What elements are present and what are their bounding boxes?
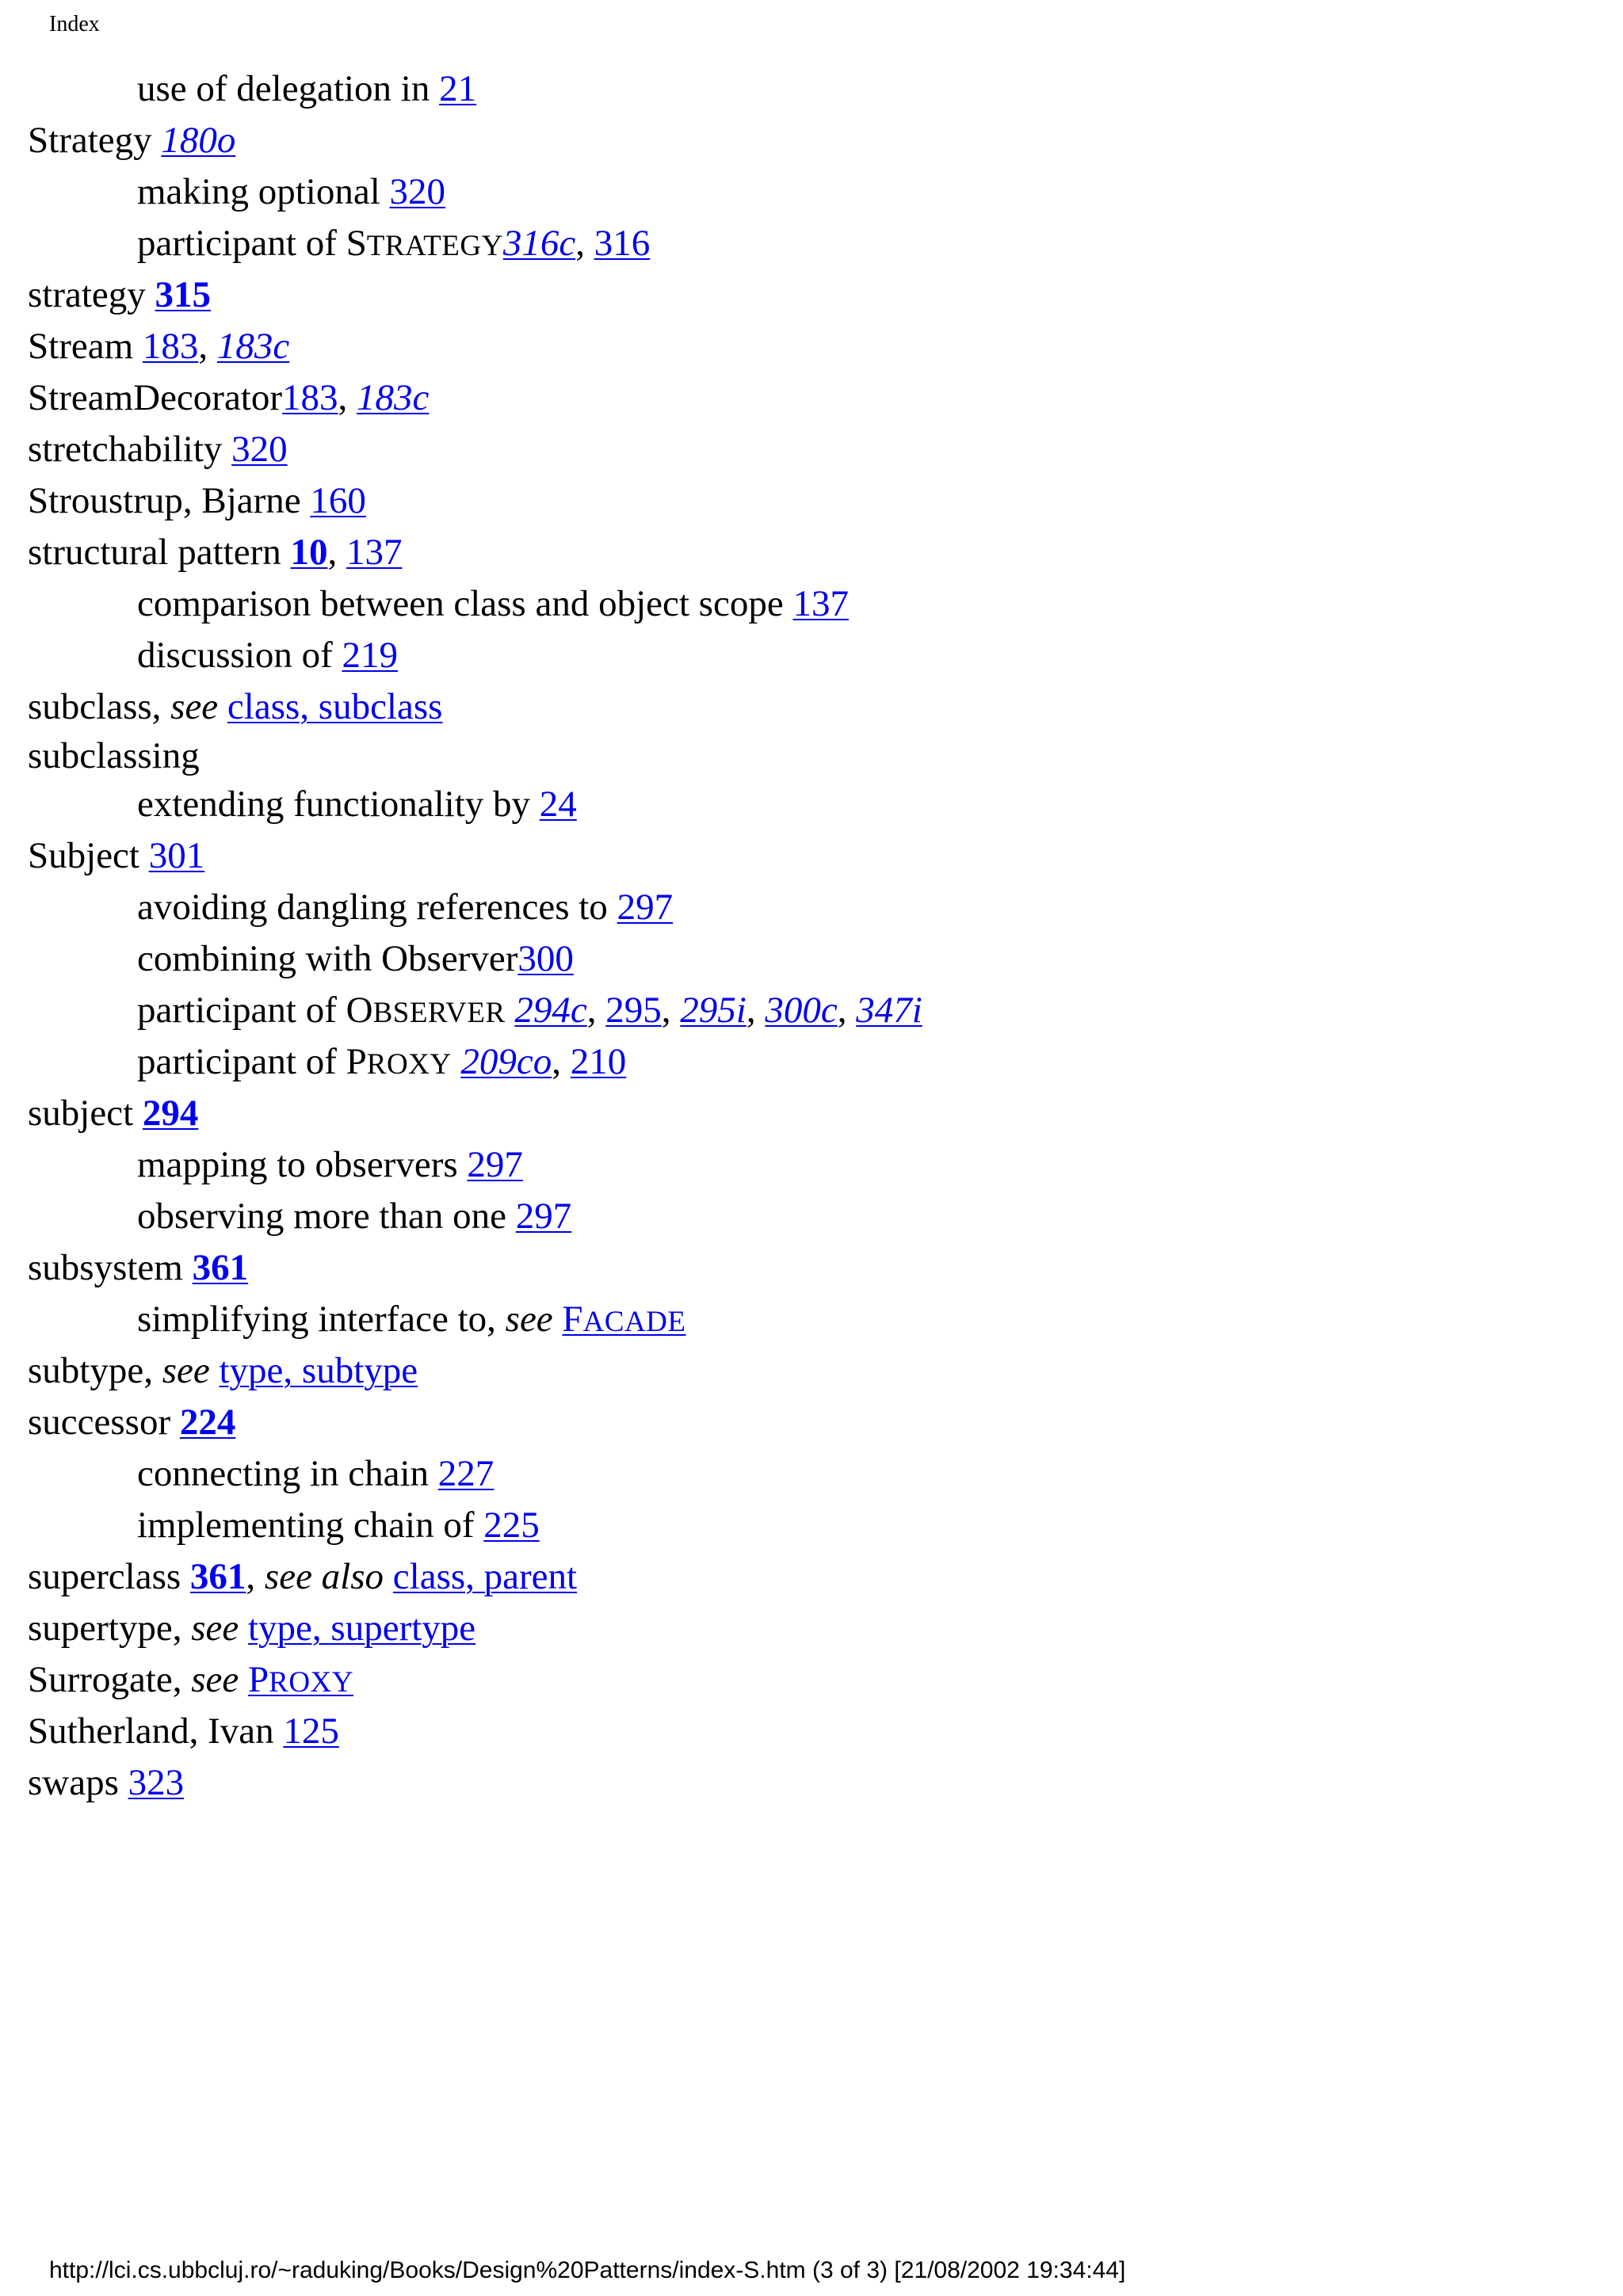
index-list [28, 63, 1597, 1809]
entry-text: , [198, 326, 217, 367]
see-reference-text: see [191, 1608, 239, 1649]
entry-text: subclass, [28, 686, 171, 727]
entry-text: Subject [28, 835, 149, 876]
entry-text: comparison between class and object scope [137, 583, 793, 624]
index-entry [28, 733, 1597, 779]
page-footer-url: http://lci.cs.ubbcluj.ro/~raduking/Books/Design%20Patterns/index-S.htm (3 of 3) [21/08/2002 19:34:44] [49, 2257, 1126, 2283]
index-subentry [28, 779, 1597, 830]
page-reference-link[interactable]: 297 [467, 1144, 523, 1185]
entry-text: observing more than one [137, 1196, 516, 1237]
entry-text: subclassing [28, 735, 200, 776]
page-reference-link[interactable]: 209co [460, 1041, 552, 1082]
page-reference-link[interactable]: 294 [142, 1093, 199, 1134]
entry-text: implementing chain of [137, 1505, 484, 1546]
index-subentry [28, 1294, 1597, 1345]
entry-text [553, 1299, 563, 1340]
index-entry [28, 115, 1597, 166]
index-entry [28, 1757, 1597, 1809]
index-entry [28, 1706, 1597, 1757]
page-reference-link[interactable]: 160 [310, 480, 366, 521]
page-reference-link[interactable]: 300c [765, 990, 838, 1031]
page-reference-link[interactable]: 227 [437, 1453, 495, 1494]
index-subentry [28, 1036, 1597, 1088]
entry-text [239, 1608, 248, 1649]
index-subentry [28, 63, 1597, 115]
index-subentry [28, 578, 1597, 630]
index-entry [28, 1551, 1597, 1603]
index-entry [28, 681, 1597, 733]
page-reference-link[interactable]: 301 [148, 835, 205, 876]
see-reference-text: see [170, 686, 219, 727]
page-reference-link[interactable]: 316c [502, 223, 576, 264]
index-subentry [28, 166, 1597, 218]
entry-text: supertype, [28, 1608, 192, 1649]
page-reference-link[interactable]: 219 [342, 635, 398, 676]
entry-text: , [837, 990, 857, 1031]
index-subentry [28, 630, 1597, 681]
page-reference-link[interactable]: 361 [189, 1556, 246, 1597]
page-reference-link[interactable]: 10 [290, 532, 328, 573]
entry-text [384, 1556, 393, 1597]
entry-text: , [246, 1556, 265, 1597]
entry-text [210, 1350, 220, 1391]
page-reference-link[interactable]: FACADE [562, 1299, 686, 1340]
entry-text [452, 1041, 461, 1082]
page-reference-link[interactable]: 210 [570, 1041, 627, 1082]
page-reference-link[interactable]: 320 [389, 171, 446, 212]
index-subentry [28, 933, 1597, 985]
entry-text: strategy [28, 274, 155, 315]
page-reference-link[interactable]: 295i [680, 990, 747, 1031]
page-reference-link[interactable]: 295 [605, 990, 662, 1031]
index-entry [28, 269, 1597, 321]
index-subentry [28, 882, 1597, 933]
index-entry [28, 424, 1597, 475]
index-subentry [28, 1191, 1597, 1242]
entry-text [218, 686, 227, 727]
page-reference-link[interactable]: 224 [179, 1402, 236, 1443]
entry-text: Stroustrup, Bjarne [28, 480, 311, 521]
page-reference-link[interactable]: class, parent [392, 1556, 578, 1597]
see-reference-text: see [505, 1299, 553, 1340]
entry-text: discussion of [137, 635, 342, 676]
index-entry [28, 1654, 1597, 1706]
entry-text: mapping to observers [137, 1144, 468, 1185]
index-entry [28, 1603, 1597, 1654]
pattern-name-text: PROXY [346, 1041, 452, 1082]
entry-text: , [586, 990, 606, 1031]
entry-text: making optional [137, 171, 390, 212]
page-reference-link[interactable]: type, subtype [219, 1350, 418, 1391]
entry-text: swaps [28, 1762, 128, 1803]
page-header-title: Index [49, 12, 100, 36]
entry-text: , [327, 532, 346, 573]
page-reference-link[interactable]: 183c [216, 326, 290, 367]
entry-text: use of delegation in [137, 68, 440, 109]
page-reference-link[interactable]: 297 [515, 1196, 572, 1237]
entry-text: Surrogate, [28, 1659, 192, 1700]
entry-text: StreamDecorator [28, 377, 283, 418]
index-subentry [28, 985, 1597, 1036]
index-entry [28, 1345, 1597, 1397]
entry-text: , [552, 1041, 571, 1082]
entry-text: , [338, 377, 357, 418]
entry-text: simplifying interface to, [137, 1299, 506, 1340]
entry-text: participant of [137, 223, 346, 264]
entry-text: combining with Observer [137, 938, 518, 979]
see-reference-text: see also [264, 1556, 384, 1597]
index-entry [28, 321, 1597, 372]
page-reference-link[interactable]: 320 [231, 429, 288, 470]
page-reference-link[interactable]: 137 [792, 583, 849, 624]
page-reference-link[interactable]: 183 [142, 326, 199, 367]
entry-text: participant of [137, 1041, 346, 1082]
page-reference-link[interactable]: 323 [128, 1762, 185, 1803]
entry-text: Stream [28, 326, 143, 367]
page-reference-link[interactable]: 297 [617, 887, 674, 928]
entry-text: participant of [137, 990, 346, 1031]
entry-text: connecting in chain [137, 1453, 438, 1494]
entry-text: Strategy [28, 120, 162, 161]
entry-text: stretchability [28, 429, 232, 470]
entry-text: superclass [28, 1556, 190, 1597]
entry-text: avoiding dangling references to [137, 887, 617, 928]
page-reference-link[interactable]: 125 [283, 1711, 339, 1752]
page-reference-link[interactable]: 183c [357, 377, 430, 418]
entry-text [239, 1659, 248, 1700]
index-subentry [28, 1448, 1597, 1500]
index-subentry [28, 1139, 1597, 1191]
entry-text: , [661, 990, 681, 1031]
page-reference-link[interactable]: 300 [517, 938, 574, 979]
page-reference-link[interactable]: 137 [346, 532, 403, 573]
entry-text: extending functionality by [137, 784, 540, 825]
page-reference-link[interactable]: 24 [539, 784, 577, 825]
page-reference-link[interactable]: 21 [439, 68, 477, 109]
index-entry [28, 1088, 1597, 1139]
see-reference-text: see [162, 1350, 210, 1391]
index-entry [28, 1242, 1597, 1294]
index-entry [28, 1397, 1597, 1448]
page-reference-link[interactable]: PROXY [248, 1659, 353, 1700]
pattern-name-text: OBSERVER [346, 990, 506, 1031]
see-reference-text: see [191, 1659, 239, 1700]
entry-text: , [575, 223, 594, 264]
page-reference-link[interactable]: 180o [161, 120, 236, 161]
entry-text: subject [28, 1093, 143, 1134]
entry-text: subsystem [28, 1247, 193, 1288]
index-entry [28, 372, 1597, 424]
page-reference-link[interactable]: 347i [856, 990, 922, 1031]
page-reference-link[interactable]: 294c [514, 990, 587, 1031]
page-reference-link[interactable]: 316 [594, 223, 651, 264]
entry-text: successor [28, 1402, 180, 1443]
entry-text: structural pattern [28, 532, 291, 573]
page-reference-link[interactable]: class, subclass [227, 686, 443, 727]
index-entry [28, 830, 1597, 882]
entry-text: , [746, 990, 766, 1031]
page-reference-link[interactable]: 315 [155, 274, 212, 315]
entry-text: Sutherland, Ivan [28, 1711, 284, 1752]
entry-text: subtype, [28, 1350, 162, 1391]
index-subentry [28, 218, 1597, 269]
page-reference-link[interactable]: type, supertype [248, 1608, 476, 1649]
index-entry [28, 475, 1597, 527]
index-entry [28, 527, 1597, 578]
page-reference-link[interactable]: 361 [192, 1247, 249, 1288]
pattern-name-text: STRATEGY [346, 223, 503, 264]
page-reference-link[interactable]: 183 [282, 377, 338, 418]
entry-text [506, 990, 515, 1031]
index-subentry [28, 1500, 1597, 1551]
page-reference-link[interactable]: 225 [483, 1505, 540, 1546]
